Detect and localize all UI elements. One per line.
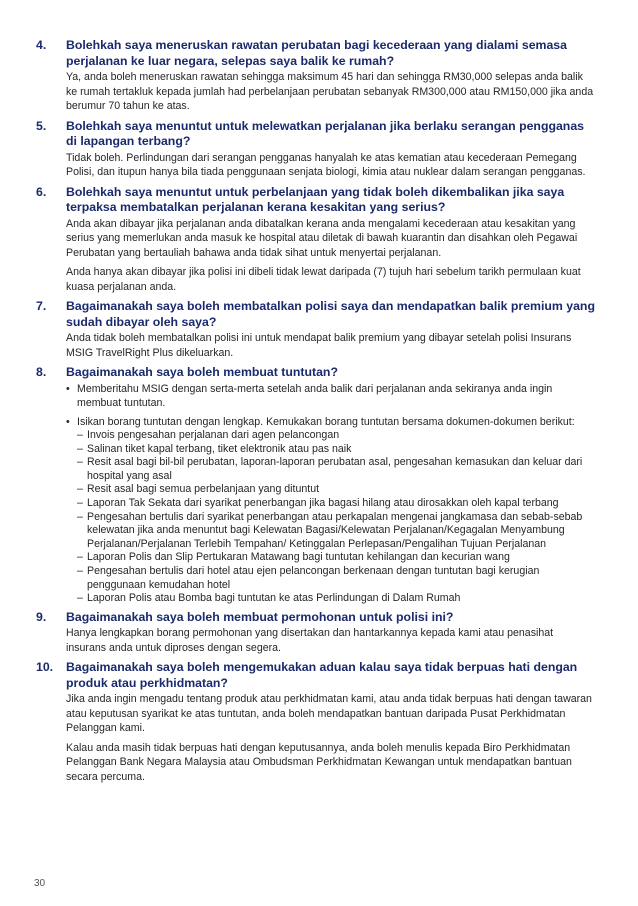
question-text: Bolehkah saya menuntut untuk melewatkan perjalanan jika berlaku serangan pengganas di lapangan terbang? [66,118,584,148]
question-text: Bagaimanakah saya boleh mengemukakan aduan kalau saya tidak berpuas hati dengan produk atau perkhidmatan? [66,660,578,690]
question-number: 5. [36,118,47,133]
faq-item [36,299,596,360]
dash-icon: – [77,456,83,469]
page-number: 30 [34,878,46,889]
faq-item [36,38,596,114]
answer-paragraph: Anda akan dibayar jika perjalanan anda dibatalkan kerana anda mengalami kecederaan atau kesakitan yang serius yang memerlukan anda masuk ke hospital atau diletak di bawah kuarantin dan disahkan oleh Pegawai Perubatan yang bertauliah bahawa anda tidak sihat untuk menyertai perjalanan. [66,217,578,259]
question-number: 6. [36,184,47,199]
answer-paragraph: Jika anda ingin mengadu tentang produk atau perkhidmatan kami, atau anda tidak berpuas hati dengan tawaran atau keputusan syarikat ke atas tuntutan, anda boleh mendapatkan bantuan daripada Pusat Perkhidmatan Pelanggan kami. [66,693,592,735]
dash-icon: – [77,564,83,577]
bullet-icon: • [66,382,70,395]
answer-paragraph: Tidak boleh. Perlindungan dari serangan pengganas hanyalah ke atas kematian atau kecederaan Pemegang Polisi, dan itupun hanya bila tiada penggunaan senjata biologi, kimia atau nuklear dalam serangan pengganas. [66,151,586,178]
dash-icon: – [77,429,83,441]
bullet-icon: • [66,415,70,428]
document-list-item: – Laporan Polis dan Slip Pertukaran Matawang bagi tuntutan kehilangan dan kecurian wang [77,551,510,564]
answer-paragraph: Kalau anda masih tidak berpuas hati dengan keputusannya, anda boleh menulis kepada Biro Perkhidmatan Pelanggan Bank Negara Malaysia atau Ombudsman Perkhidmatan Kewangan untuk mendapatkan bantuan secara percuma. [66,741,572,783]
document-list-item: – Pengesahan bertulis dari hotel atau ejen pelancongan berkenaan dengan tuntutan bagi kerugian penggunaan kemudahan hotel [77,564,540,591]
faq-item [36,119,596,180]
faq-page [36,38,596,789]
bullet-item [66,415,596,606]
faq-item [36,660,596,784]
answer-paragraph: Anda hanya akan dibayar jika polisi ini dibeli tidak lewat daripada (7) tujuh hari sebelum tarikh permulaan kuat kuasa perjalanan anda. [66,266,581,293]
faq-item [36,610,596,656]
dash-icon: – [77,496,83,509]
bullet-text: Isikan borang tuntutan dengan lengkap. Kemukakan borang tuntutan bersama dokumen-dokumen berikut: [77,415,575,428]
document-list-item: – Laporan Tak Sekata dari syarikat penerbangan jika bagasi hilang atau dirosakkan oleh kapal terbang [77,496,559,509]
answer-paragraph: Anda tidak boleh membatalkan polisi ini untuk mendapat balik premium yang dibayar setelah polisi Insurans MSIG TravelRight Plus dikeluarkan. [66,332,572,359]
question-text: Bagaimanakah saya boleh membatalkan polisi saya dan mendapatkan balik premium yang sudah dibayar oleh saya? [66,299,595,329]
dash-icon: – [77,483,83,496]
document-list-item: – Pengesahan bertulis dari syarikat penerbangan atau perkapalan mengenai jangkamasa dan sebab-sebab kelewatan jika anda menuntut bagi Kelewatan Bagasi/Kelewatan Perjalanan/Kegagalan Menyambung Perjalanan/Perjalanan Terlebih Tempahan/ Ketinggalan Perlepasan/Pengalihan Tujuan Perjalanan [77,510,583,550]
document-list-item: – Resit asal bagi bil-bil perubatan, laporan-laporan perubatan asal, pengesahan kemasukan dan keluar dari hospital yang asal [77,456,583,482]
document-list-item: – Salinan tiket kapal terbang, tiket elektronik atau pas naik [77,442,352,455]
dash-icon: – [77,551,83,564]
question-number: 7. [36,299,47,313]
faq-item [36,365,596,606]
dash-icon: – [77,442,83,455]
dash-icon: – [77,510,83,523]
question-text: Bolehkah saya menuntut untuk perbelanjaan yang tidak boleh dikembalikan jika saya terpaksa membatalkan perjalanan kerana kesakitan yang serius? [66,184,565,214]
dash-icon: – [77,592,83,605]
answer-paragraph: Ya, anda boleh meneruskan rawatan sehingga maksimum 45 hari dan sehingga RM30,000 selepas anda balik ke rumah tertakluk kepada jumlah had perbelanjaan perubatan sebanyak RM300,000 atau RM150,000 jika anda berumur 70 tahun ke atas. [66,71,594,112]
document-list-item: – Resit asal bagi semua perbelanjaan yang dituntut [77,483,320,496]
question-text: Bagaimanakah saya boleh membuat tuntutan? [66,365,338,379]
answer-paragraph: Hanya lengkapkan borang permohonan yang disertakan dan hantarkannya kepada kami atau penasihat insurans anda untuk diproses dengan segera. [66,627,554,654]
question-text: Bolehkah saya meneruskan rawatan perubatan bagi kecederaan yang dialami semasa perjalanan ke luar negara, selepas saya balik ke rumah? [66,38,567,68]
document-list-item: – Invois pengesahan perjalanan dari agen pelancongan [77,429,340,441]
document-list-item: – Laporan Polis atau Bomba bagi tuntutan ke atas Perlindungan di Dalam Rumah [77,592,461,605]
question-number: 9. [36,609,47,624]
question-number: 10. [36,660,54,675]
faq-item [36,185,596,295]
question-text: Bagaimanakah saya boleh membuat permohonan untuk polisi ini? [66,609,454,624]
document-list [77,429,596,606]
question-number: 8. [36,365,47,379]
bullet-item [66,382,596,411]
bullet-text: Memberitahu MSIG dengan serta-merta setelah anda balik dari perjalanan anda sekiranya anda ingin membuat tuntutan. [77,382,553,409]
question-number: 4. [36,38,47,52]
